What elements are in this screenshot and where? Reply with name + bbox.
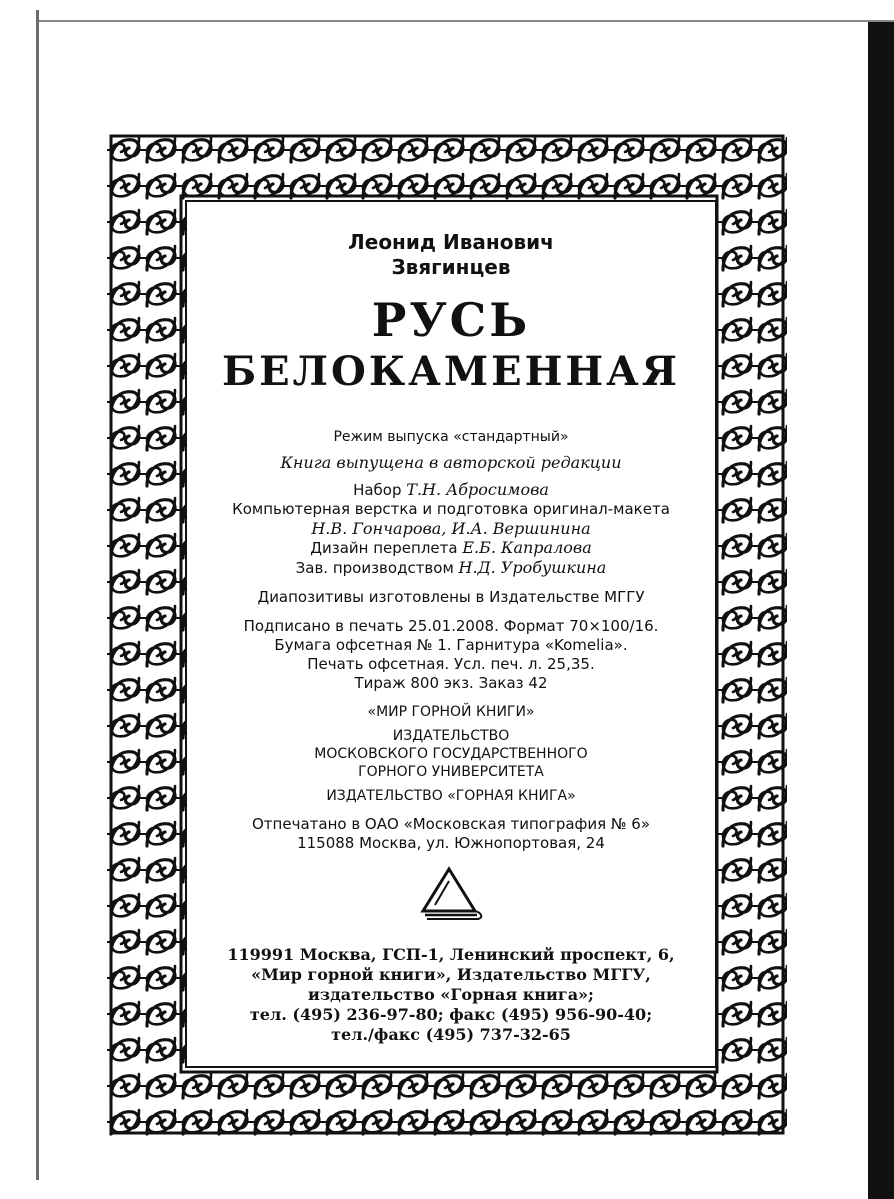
print-info-line: Подписано в печать 25.01.2008. Формат 70×100/16. — [243, 617, 659, 635]
book-title-line-2: БЕЛОКАМЕННАЯ — [221, 348, 681, 395]
scan-left-edge — [36, 10, 39, 1180]
mountain-logo-icon — [419, 865, 483, 925]
credit-cover — [187, 538, 715, 558]
print-info-line: Бумага офсетная № 1. Гарнитура «Komelia». — [274, 636, 628, 654]
publishers — [187, 703, 715, 805]
printer-info — [187, 815, 715, 853]
edition-note: Книга выпущена в авторской редакции — [280, 453, 622, 472]
scan-top-edge — [36, 20, 894, 22]
publisher-line: ИЗДАТЕЛЬСТВО «ГОРНАЯ КНИГА» — [326, 788, 576, 804]
credit-cover-label: Дизайн переплета — [310, 539, 458, 557]
credit-cover-name: Е.Б. Капралова — [462, 538, 592, 557]
address-line: тел. (495) 236-97-80; факс (495) 956-90-40; — [249, 1005, 653, 1024]
address-line: 119991 Москва, ГСП-1, Ленинский проспект, 6, — [227, 945, 675, 964]
print-info — [187, 617, 715, 693]
credit-typing — [187, 480, 715, 500]
book-title-line-1: РУСЬ — [371, 293, 531, 347]
publisher-line: МОСКОВСКОГО ГОСУДАРСТВЕННОГО — [314, 746, 588, 762]
publisher-line: ИЗДАТЕЛЬСТВО — [392, 728, 510, 744]
author-name — [187, 230, 715, 280]
scan-right-edge — [868, 22, 894, 1199]
author-surname: Звягинцев — [391, 255, 511, 279]
credits-block — [187, 480, 715, 578]
publisher-logo — [187, 865, 715, 929]
publisher-line: ГОРНОГО УНИВЕРСИТЕТА — [358, 764, 544, 780]
publisher-line: «МИР ГОРНОЙ КНИГИ» — [367, 704, 535, 720]
printer-line: 115088 Москва, ул. Южнопортовая, 24 — [297, 834, 605, 852]
author-first-names: Леонид Иванович — [348, 230, 554, 254]
publisher-address — [187, 945, 715, 1045]
address-line: издательство «Горная книга»; — [308, 985, 594, 1004]
credit-production — [187, 558, 715, 578]
print-info-line: Тираж 800 экз. Заказ 42 — [354, 674, 548, 692]
credit-production-label: Зав. производством — [295, 559, 454, 577]
credit-production-name: Н.Д. Уробушкина — [458, 558, 607, 577]
credit-typing-name: Т.Н. Абросимова — [406, 480, 549, 499]
address-line: тел./факс (495) 737-32-65 — [331, 1025, 571, 1044]
credit-typing-label: Набор — [353, 481, 402, 499]
print-info-line: Печать офсетная. Усл. печ. л. 25,35. — [307, 655, 595, 673]
credit-layout-names: Н.В. Гончарова, И.А. Вершинина — [311, 519, 591, 538]
credit-layout-label: Компьютерная верстка и подготовка оригинал-макета — [232, 500, 670, 518]
address-line: «Мир горной книги», Издательство МГГУ, — [251, 965, 651, 984]
printer-line: Отпечатано в ОАО «Московская типография № 6» — [252, 815, 650, 833]
imprint-content — [187, 202, 715, 1045]
slides-note: Диапозитивы изготовлены в Издательстве МГГУ — [257, 588, 645, 606]
release-mode: Режим выпуска «стандартный» — [333, 429, 569, 445]
